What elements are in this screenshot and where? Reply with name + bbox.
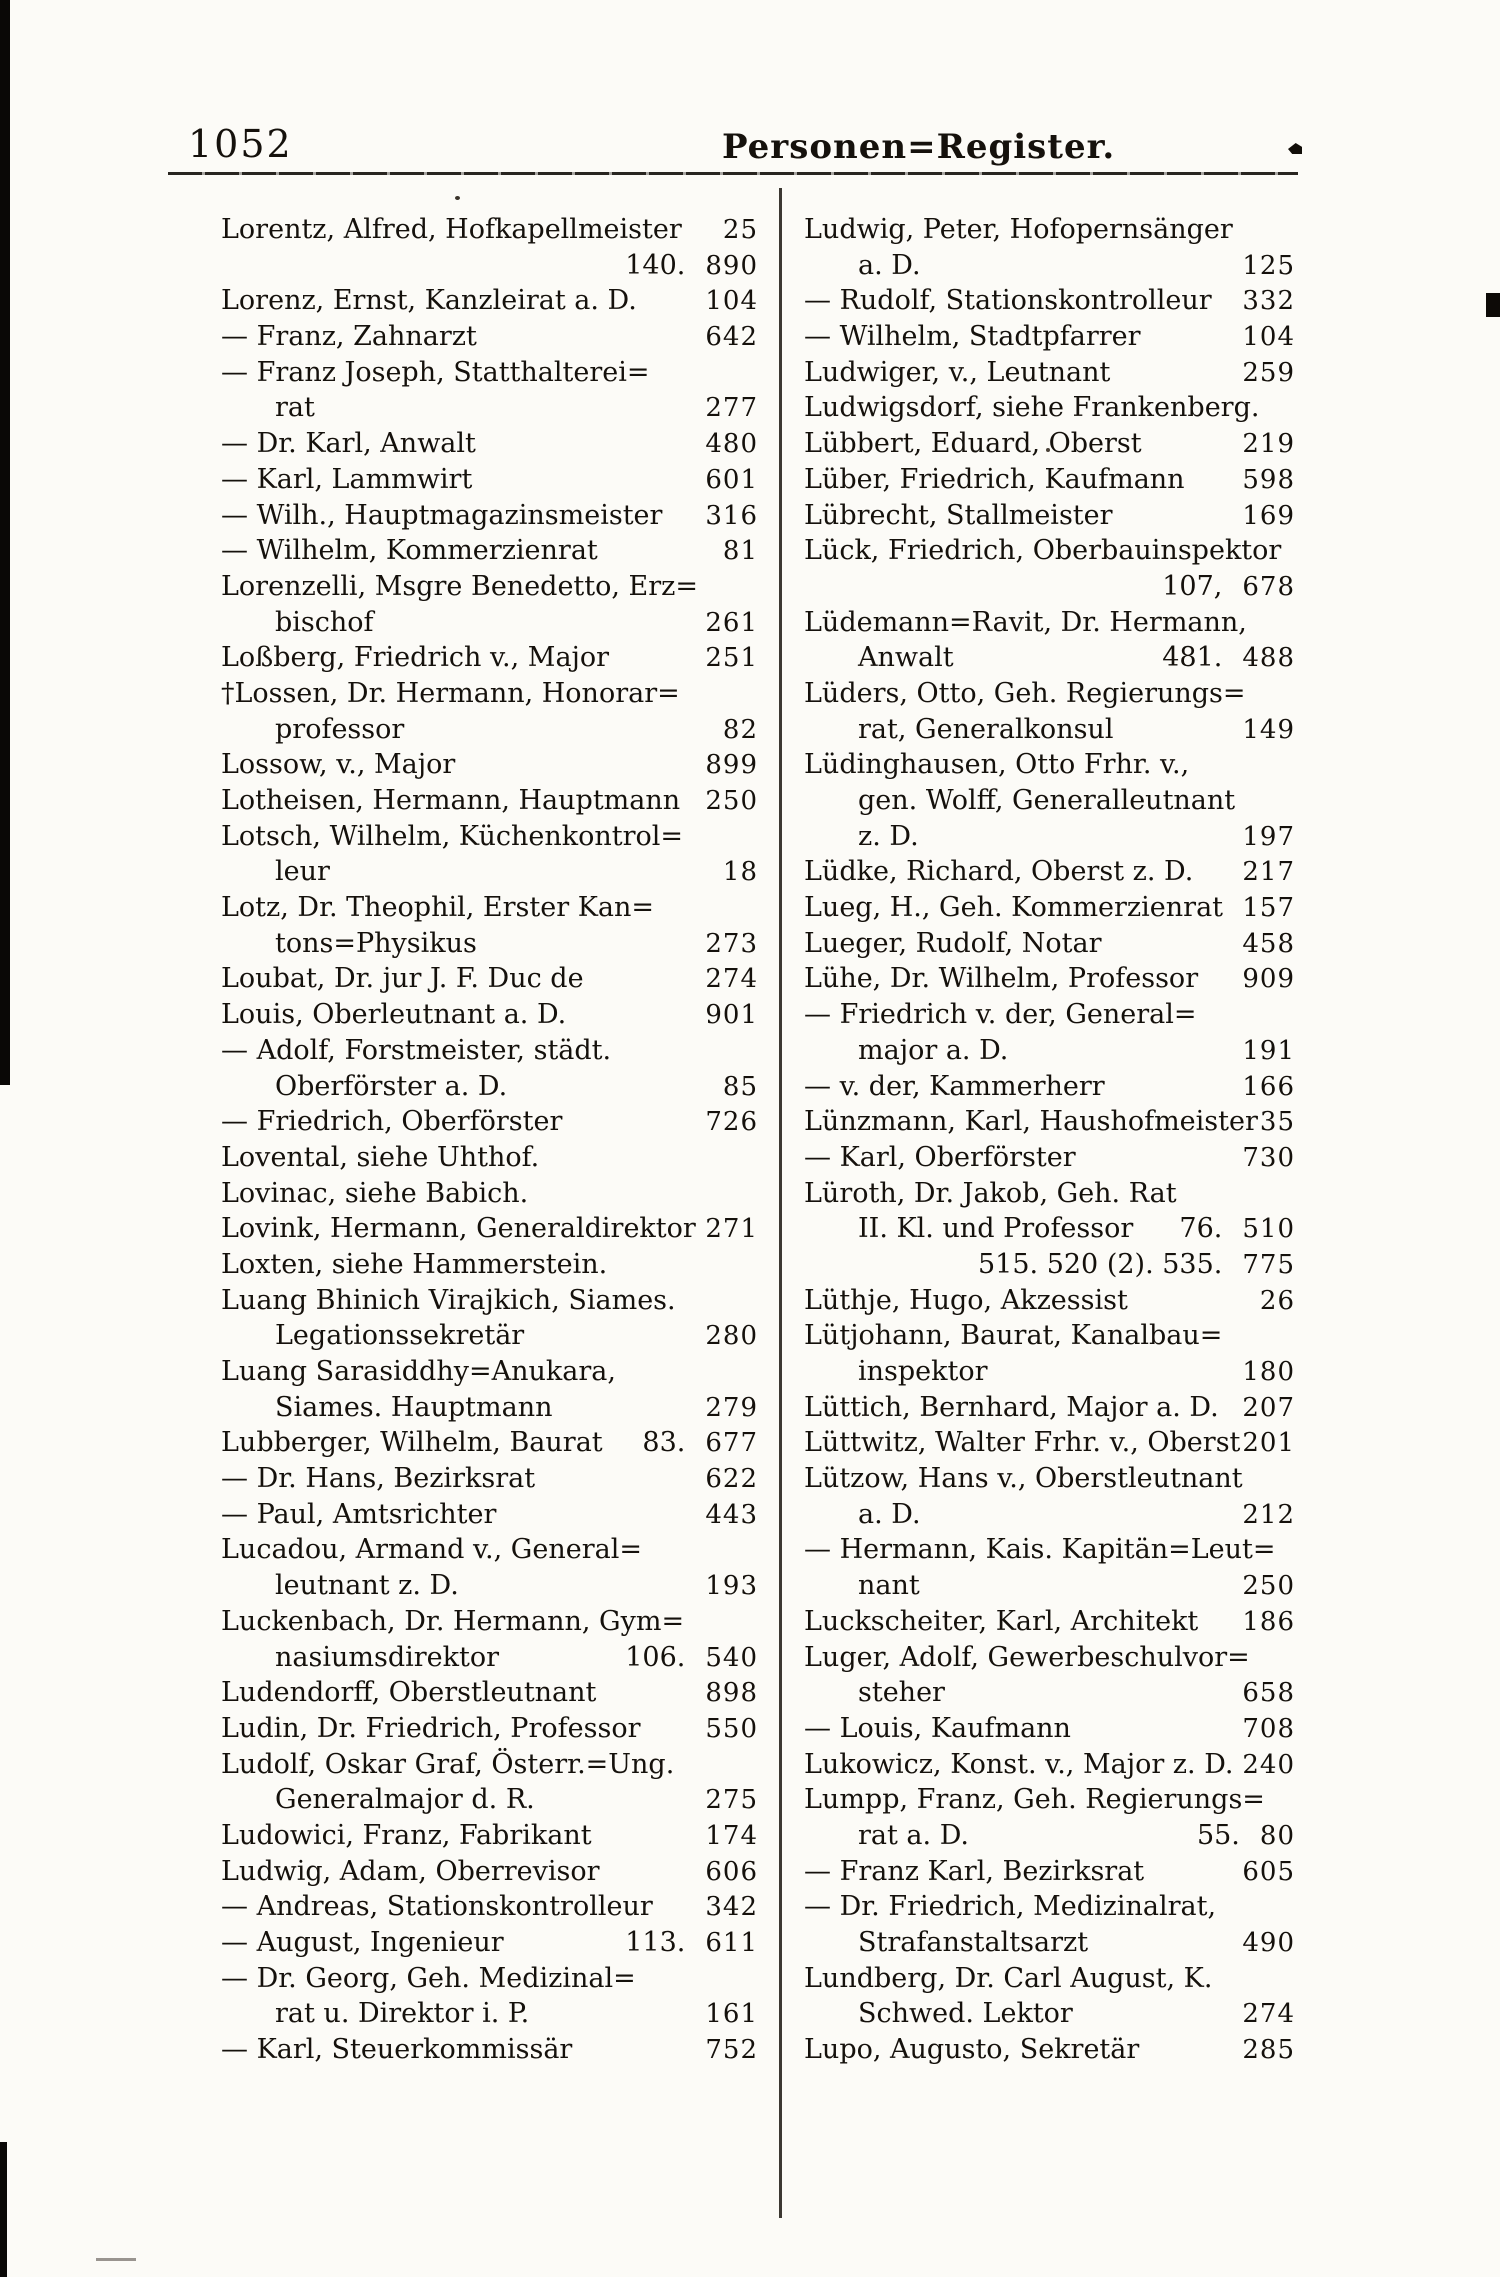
entry-page-ref: 85 (722, 1071, 758, 1102)
entry-page-ref: 316 (705, 500, 758, 531)
entry-extra-page-refs: 106. (625, 1641, 686, 1673)
entry-text: Lotheisen, Hermann, Hauptmann (221, 785, 681, 816)
entry-page-ref: 251 (705, 643, 758, 674)
index-entry-line (221, 248, 758, 284)
entry-page-ref: 219 (1242, 429, 1295, 460)
entry-text: rat, Generalkonsul (858, 713, 1114, 745)
entry-text: — Franz, Zahnarzt (221, 321, 477, 353)
entry-extra-page-refs: 83. (642, 1427, 686, 1459)
entry-text: — Dr. Friedrich, Medizinalrat, (804, 1891, 1217, 1923)
index-entry-line (804, 1104, 1295, 1140)
entry-text: Loubat, Dr. jur J. F. Duc de (221, 963, 584, 995)
page-title: Personen=Register. (722, 127, 1116, 167)
entry-text: inspektor (858, 1356, 988, 1387)
entry-page-ref: 510 (1242, 1214, 1295, 1245)
index-entry-line (804, 1069, 1295, 1105)
entry-text: — Paul, Amtsrichter (221, 1498, 497, 1530)
entry-page-ref: 274 (705, 964, 758, 995)
entry-text: nasiumsdirektor (275, 1641, 500, 1673)
index-entry-line (221, 1604, 758, 1640)
entry-text: — Wilh., Hauptmagazinsmeister (221, 499, 663, 531)
page-number: 1052 (188, 122, 293, 166)
entry-text: Lumpp, Franz, Geh. Regierungs= (804, 1784, 1265, 1816)
index-column-right (804, 212, 1295, 2068)
index-entry-line (804, 1889, 1295, 1925)
index-entry-line (221, 426, 758, 462)
entry-text: Lüdke, Richard, Oberst z. D. (804, 856, 1194, 888)
index-entry-line (221, 640, 758, 676)
entry-page-ref: 274 (1242, 1999, 1295, 2030)
index-entry-line (804, 712, 1295, 748)
index-entry-line (221, 1461, 758, 1497)
index-entry-line (221, 605, 758, 641)
entry-text: — Louis, Kaufmann (804, 1712, 1071, 1744)
index-entry-line (804, 819, 1295, 855)
entry-page-ref: 775 (1242, 1249, 1295, 1280)
entry-page-ref: 217 (1242, 857, 1295, 888)
index-entry-line (221, 1176, 758, 1212)
index-entry-line (804, 1247, 1295, 1283)
entry-page-ref: 752 (705, 2035, 758, 2066)
entry-text: Luckscheiter, Karl, Architekt (804, 1605, 1199, 1637)
entry-page-ref: 157 (1242, 893, 1295, 924)
entry-page-ref: 332 (1242, 286, 1295, 317)
entry-page-ref: 104 (1242, 322, 1295, 353)
entry-text: bischof (275, 606, 374, 638)
index-entry-line (804, 426, 1295, 462)
entry-page-ref: 212 (1242, 1499, 1295, 1530)
index-entry-line (804, 283, 1295, 319)
entry-text: Ludendorff, Oberstleutnant (221, 1677, 597, 1709)
index-entry-line (804, 854, 1295, 890)
entry-text: z. D. (858, 820, 919, 852)
index-entry-line (221, 1354, 758, 1390)
entry-page-ref: 250 (1242, 1571, 1295, 1602)
entry-text: Lovink, Hermann, Generaldirektor (221, 1213, 696, 1245)
index-entry-line (221, 1711, 758, 1747)
entry-page-ref: 80 (1259, 1820, 1295, 1851)
index-entry-line (221, 569, 758, 605)
index-entry-line (221, 747, 758, 783)
entry-text: Ludin, Dr. Friedrich, Professor (221, 1712, 641, 1744)
index-entry-line (804, 997, 1295, 1033)
entry-extra-page-refs: 515. 520 (2). 535. (978, 1248, 1223, 1280)
entry-text: Lueger, Rudolf, Notar (804, 927, 1102, 959)
entry-page-ref: 342 (705, 1892, 758, 1923)
scan-scratch (96, 2258, 136, 2261)
index-entry-line (221, 1925, 758, 1961)
entry-text: Ludolf, Oskar Graf, Österr.=Ung. (221, 1748, 675, 1780)
index-entry-line (221, 997, 758, 1033)
index-entry-line (221, 676, 758, 712)
entry-text: — Hermann, Kais. Kapitän=Leut= (804, 1534, 1276, 1566)
entry-text: Lüttwitz, Walter Frhr. v., Oberst (804, 1427, 1241, 1459)
entry-text: Ludwigsdorf, siehe Frankenberg. (804, 392, 1260, 424)
entry-text: Lütjohann, Baurat, Kanalbau= (804, 1320, 1223, 1352)
entry-extra-page-refs: 140. (625, 249, 686, 281)
entry-page-ref: 488 (1242, 643, 1295, 674)
entry-text: — Franz Joseph, Statthalterei= (221, 356, 650, 388)
entry-text: nant (858, 1570, 920, 1602)
index-entry-line (221, 1996, 758, 2032)
entry-page-ref: 898 (705, 1678, 758, 1709)
entry-text: — Wilhelm, Stadtpfarrer (804, 321, 1141, 353)
entry-text: tons=Physikus (275, 927, 477, 959)
index-entry-line (221, 283, 758, 319)
entry-text: Lüdinghausen, Otto Frhr. v., (804, 749, 1190, 781)
entry-text: Luang Sarasiddhy=Anukara, (221, 1356, 616, 1387)
entry-text: — Karl, Steuerkommissär (221, 2034, 573, 2066)
entry-page-ref: 677 (705, 1428, 758, 1459)
entry-page-ref: 678 (1242, 571, 1295, 602)
entry-text: Lueg, H., Geh. Kommerzienrat (804, 892, 1224, 924)
index-entry-line (804, 1818, 1295, 1854)
index-entry-line (804, 498, 1295, 534)
entry-page-ref: 642 (705, 322, 758, 353)
index-entry-line (804, 212, 1295, 248)
index-entry-line (804, 1425, 1295, 1461)
index-entry-line (221, 212, 758, 248)
index-entry-line (804, 390, 1295, 426)
index-entry-line (804, 747, 1295, 783)
entry-text: Legationssekretär (275, 1320, 525, 1352)
index-entry-line (221, 1283, 758, 1319)
index-entry-line (221, 1889, 758, 1925)
entry-page-ref: 261 (705, 607, 758, 638)
entry-extra-page-refs: 76. (1179, 1213, 1223, 1245)
entry-text: a. D. (858, 249, 921, 281)
entry-page-ref: 277 (705, 393, 758, 424)
entry-text: Lupo, Augusto, Sekretär (804, 2034, 1140, 2066)
index-entry-line (221, 498, 758, 534)
entry-text: Lotsch, Wilhelm, Küchenkontrol= (221, 820, 684, 852)
entry-text: Lovental, siehe Uhthof. (221, 1141, 540, 1173)
entry-page-ref: 161 (705, 1999, 758, 2030)
index-entry-line (804, 1033, 1295, 1069)
entry-text: Lorenz, Ernst, Kanzleirat a. D. (221, 285, 637, 317)
index-entry-line (804, 1354, 1295, 1390)
entry-page-ref: 606 (705, 1856, 758, 1887)
entry-text: Lüders, Otto, Geh. Regierungs= (804, 677, 1246, 709)
entry-text: Lüthje, Hugo, Akzessist (804, 1284, 1128, 1316)
entry-text: Lübbert, Eduard, Oberst (804, 428, 1142, 460)
index-entry-line (804, 1782, 1295, 1818)
entry-extra-page-refs: 481. (1162, 642, 1223, 674)
index-entry-line (221, 390, 758, 426)
entry-text: — Friedrich v. der, General= (804, 999, 1197, 1031)
entry-text: — August, Ingenieur (221, 1927, 504, 1958)
index-column-left (221, 212, 758, 2068)
entry-page-ref: 169 (1242, 500, 1295, 531)
entry-page-ref: 193 (705, 1571, 758, 1602)
index-entry-line (221, 1497, 758, 1533)
index-entry-line (221, 1961, 758, 1997)
index-entry-line (221, 1140, 758, 1176)
index-entry-line (221, 854, 758, 890)
index-entry-line (804, 605, 1295, 641)
index-entry-line (221, 462, 758, 498)
entry-page-ref: 166 (1242, 1071, 1295, 1102)
index-entry-line (804, 1283, 1295, 1319)
entry-page-ref: 490 (1242, 1928, 1295, 1958)
entry-text: — Andreas, Stationskontrolleur (221, 1891, 653, 1923)
entry-text: Anwalt (858, 642, 954, 674)
entry-text: Ludwig, Adam, Oberrevisor (221, 1855, 600, 1887)
index-entry-line (221, 1390, 758, 1426)
index-entry-line (804, 1318, 1295, 1354)
entry-page-ref: 250 (705, 786, 758, 816)
entry-page-ref: 458 (1242, 928, 1295, 959)
entry-page-ref: 174 (705, 1820, 758, 1851)
entry-text: Lovinac, siehe Babich. (221, 1177, 529, 1209)
index-entry-line (221, 1568, 758, 1604)
entry-page-ref: 285 (1242, 2035, 1295, 2066)
entry-text: — Rudolf, Stationskontrolleur (804, 285, 1212, 317)
entry-text: Lorenzelli, Msgre Benedetto, Erz= (221, 570, 699, 602)
index-entry-line (804, 1568, 1295, 1604)
entry-page-ref: 25 (722, 215, 758, 245)
index-entry-line (804, 926, 1295, 962)
index-entry-line (804, 1532, 1295, 1568)
entry-page-ref: 480 (705, 429, 758, 460)
index-entry-line (221, 1247, 758, 1283)
entry-page-ref: 622 (705, 1464, 758, 1495)
entry-page-ref: 605 (1242, 1856, 1295, 1887)
entry-page-ref: 125 (1242, 250, 1295, 281)
entry-text: — Karl, Oberförster (804, 1141, 1076, 1173)
entry-text: leur (275, 856, 330, 888)
entry-page-ref: 18 (722, 857, 758, 888)
index-entry-line (221, 1640, 758, 1676)
entry-text: Lück, Friedrich, Oberbauinspektor (804, 535, 1282, 567)
index-entry-line (804, 1497, 1295, 1533)
index-entry-line (804, 1140, 1295, 1176)
index-entry-line (804, 1604, 1295, 1640)
entry-page-ref: 271 (705, 1214, 758, 1245)
entry-text: Siames. Hauptmann (275, 1391, 553, 1423)
entry-page-ref: 550 (705, 1713, 758, 1744)
entry-page-ref: 730 (1242, 1142, 1295, 1173)
entry-page-ref: 726 (705, 1107, 758, 1138)
index-entry-line (804, 1390, 1295, 1426)
index-entry-line (804, 355, 1295, 391)
entry-text: Loxten, siehe Hammerstein. (221, 1248, 608, 1280)
index-entry-line (804, 569, 1295, 605)
entry-text: Schwed. Lektor (858, 1998, 1073, 2030)
entry-page-ref: 598 (1242, 464, 1295, 495)
entry-text: Lüroth, Dr. Jakob, Geh. Rat (804, 1177, 1177, 1209)
index-entry-line (221, 533, 758, 569)
entry-text: Lundberg, Dr. Carl August, K. (804, 1962, 1213, 1994)
index-entry-line (221, 1818, 758, 1854)
entry-text: Lorentz, Alfred, Hofkapellmeister (221, 214, 682, 245)
entry-page-ref: 601 (705, 464, 758, 495)
entry-text: Lützow, Hans v., Oberstleutnant (804, 1463, 1243, 1495)
entry-page-ref: 259 (1242, 357, 1295, 388)
index-entry-line (804, 319, 1295, 355)
entry-text: — v. der, Kammerherr (804, 1070, 1105, 1102)
index-entry-line (804, 640, 1295, 676)
entry-text: Luckenbach, Dr. Hermann, Gym= (221, 1605, 685, 1637)
scan-edge-bar-top (0, 0, 10, 1085)
entry-text: Lünzmann, Karl, Haushofmeister (804, 1106, 1258, 1138)
entry-page-ref: 197 (1242, 821, 1295, 852)
entry-text: Ludwig, Peter, Hofopernsänger (804, 214, 1233, 245)
index-entry-line (221, 1033, 758, 1069)
entry-text: — Dr. Karl, Anwalt (221, 428, 476, 460)
index-entry-line (804, 2032, 1295, 2068)
entry-text: Lubberger, Wilhelm, Baurat (221, 1427, 603, 1459)
entry-page-ref: 201 (1242, 1428, 1295, 1459)
index-entry-line (221, 1318, 758, 1354)
entry-text: — Adolf, Forstmeister, städt. (221, 1034, 612, 1066)
index-entry-line (221, 1747, 758, 1783)
entry-text: Ludwiger, v., Leutnant (804, 356, 1111, 388)
index-entry-line (804, 1461, 1295, 1497)
index-entry-line (221, 926, 758, 962)
index-entry-line (804, 961, 1295, 997)
entry-page-ref: 82 (722, 714, 758, 745)
entry-page-ref: 240 (1242, 1749, 1295, 1780)
entry-text: Lossow, v., Major (221, 749, 456, 781)
entry-text: — Dr. Georg, Geh. Medizinal= (221, 1962, 636, 1994)
entry-page-ref: 708 (1242, 1713, 1295, 1744)
entry-page-ref: 901 (705, 1000, 758, 1031)
index-entry-line (804, 1711, 1295, 1747)
entry-page-ref: 149 (1242, 714, 1295, 745)
entry-text: Lübrecht, Stallmeister (804, 499, 1113, 531)
index-entry-line (804, 1640, 1295, 1676)
entry-page-ref: 909 (1242, 964, 1295, 995)
entry-text: Ludowici, Franz, Fabrikant (221, 1819, 592, 1851)
entry-text: — Franz Karl, Bezirksrat (804, 1855, 1145, 1887)
index-entry-line (804, 1854, 1295, 1890)
entry-page-ref: 658 (1242, 1678, 1295, 1709)
entry-text: gen. Wolff, Generalleutnant (858, 785, 1236, 816)
entry-page-ref: 273 (705, 928, 758, 959)
entry-page-ref: 81 (722, 536, 758, 567)
index-entry-line (804, 462, 1295, 498)
index-entry-line (804, 1925, 1295, 1961)
entry-extra-page-refs: 55. (1196, 1819, 1240, 1851)
entry-text: — Dr. Hans, Bezirksrat (221, 1463, 536, 1495)
entry-page-ref: 186 (1242, 1606, 1295, 1637)
index-entry-line (221, 319, 758, 355)
index-entry-line (804, 1176, 1295, 1212)
index-entry-line (221, 961, 758, 997)
entry-text: Lühe, Dr. Wilhelm, Professor (804, 963, 1199, 995)
entry-text: Oberförster a. D. (275, 1070, 508, 1102)
index-entry-line (221, 355, 758, 391)
entry-text: leutnant z. D. (275, 1570, 459, 1602)
entry-text: — Friedrich, Oberförster (221, 1106, 563, 1138)
index-entry-line (221, 1532, 758, 1568)
header-rule (168, 172, 1298, 175)
entry-text: Louis, Oberleutnant a. D. (221, 999, 567, 1031)
index-entry-line (221, 1425, 758, 1461)
entry-text: Luger, Adolf, Gewerbeschulvor= (804, 1641, 1250, 1673)
index-entry-line (221, 819, 758, 855)
entry-text: †Lossen, Dr. Hermann, Honorar= (221, 677, 680, 709)
scan-speck (455, 196, 460, 200)
index-entry-line (804, 890, 1295, 926)
entry-text: Lüber, Friedrich, Kaufmann (804, 463, 1185, 495)
index-entry-line (221, 783, 758, 819)
scan-edge-bar-bottom (0, 2142, 7, 2277)
scan-ink-blot (1288, 143, 1302, 154)
index-entry-line (804, 676, 1295, 712)
entry-page-ref: 611 (705, 1928, 758, 1958)
entry-page-ref: 279 (705, 1392, 758, 1423)
entry-text: rat (275, 392, 315, 424)
index-entry-line (804, 1996, 1295, 2032)
index-entry-line (221, 1211, 758, 1247)
index-entry-line (221, 712, 758, 748)
entry-text: Luang Bhinich Virajkich, Siames. (221, 1284, 676, 1316)
index-entry-line (221, 890, 758, 926)
entry-text: rat a. D. (858, 1819, 969, 1851)
entry-page-ref: 207 (1242, 1392, 1295, 1423)
entry-text: professor (275, 713, 405, 745)
index-entry-line (804, 533, 1295, 569)
index-entry-line (804, 1961, 1295, 1997)
index-entry-line (221, 1675, 758, 1711)
entry-text: steher (858, 1677, 945, 1709)
entry-page-ref: 191 (1242, 1035, 1295, 1066)
index-entry-line (221, 2032, 758, 2068)
entry-text: Lüttich, Bernhard, Major a. D. (804, 1391, 1219, 1423)
entry-text: Lotz, Dr. Theophil, Erster Kan= (221, 892, 654, 924)
entry-text: a. D. (858, 1498, 921, 1530)
index-entry-line (221, 1782, 758, 1818)
entry-extra-page-refs: 113. (625, 1927, 686, 1958)
column-divider-rule (779, 188, 782, 2218)
entry-page-ref: 443 (705, 1499, 758, 1530)
index-entry-line (221, 1854, 758, 1890)
entry-text: Lukowicz, Konst. v., Major z. D. (804, 1748, 1234, 1780)
entry-page-ref: 26 (1259, 1285, 1295, 1316)
entry-text: Lucadou, Armand v., General= (221, 1534, 642, 1566)
entry-extra-page-refs: 107, (1162, 570, 1223, 602)
scan-right-edge-mark (1486, 293, 1500, 317)
entry-page-ref: 35 (1259, 1107, 1295, 1138)
entry-page-ref: 890 (705, 250, 758, 281)
index-entry-line (221, 1069, 758, 1105)
entry-text: Generalmajor d. R. (275, 1784, 535, 1816)
entry-text: II. Kl. und Professor (858, 1213, 1134, 1245)
entry-page-ref: 275 (705, 1785, 758, 1816)
entry-text: rat u. Direktor i. P. (275, 1998, 530, 2030)
entry-text: Strafanstaltsarzt (858, 1927, 1089, 1958)
index-entry-line (804, 248, 1295, 284)
entry-page-ref: 540 (705, 1642, 758, 1673)
entry-page-ref: 104 (705, 286, 758, 317)
entry-page-ref: 180 (1242, 1357, 1295, 1387)
index-entry-line (804, 783, 1295, 819)
index-entry-line (804, 1747, 1295, 1783)
index-entry-line (804, 1211, 1295, 1247)
entry-text: — Karl, Lammwirt (221, 463, 473, 495)
index-entry-line (221, 1104, 758, 1140)
entry-text: — Wilhelm, Kommerzienrat (221, 535, 598, 567)
index-entry-line (804, 1675, 1295, 1711)
entry-page-ref: 280 (705, 1321, 758, 1352)
entry-text: major a. D. (858, 1034, 1009, 1066)
entry-page-ref: 899 (705, 750, 758, 781)
entry-text: Loßberg, Friedrich v., Major (221, 642, 610, 674)
entry-text: Lüdemann=Ravit, Dr. Hermann, (804, 606, 1247, 638)
